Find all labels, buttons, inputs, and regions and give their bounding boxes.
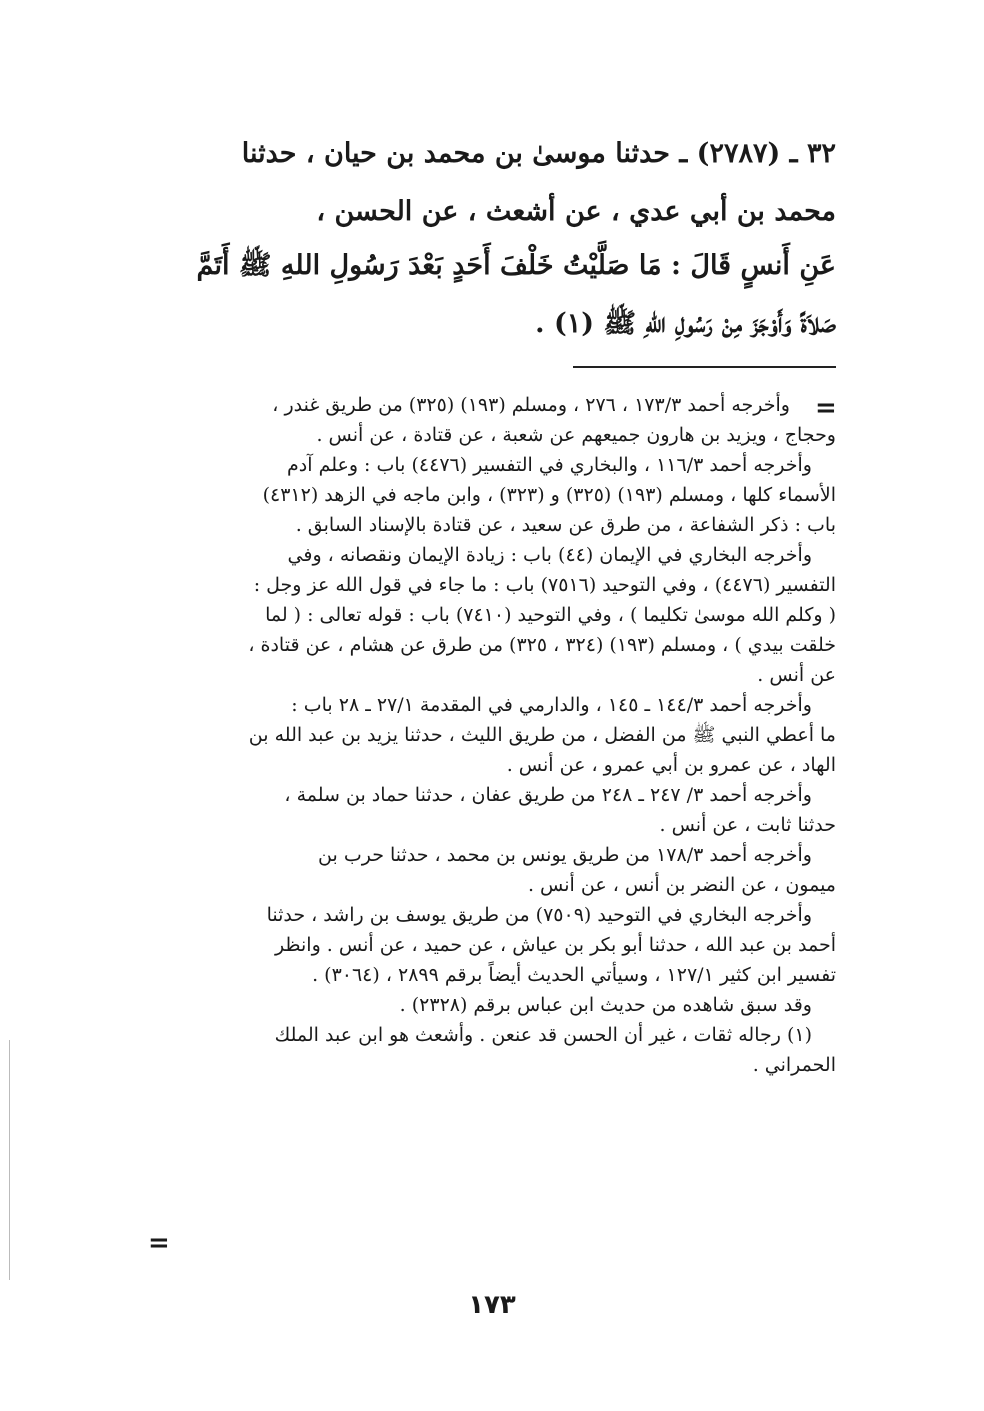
footnote-line: الحمراني .: [752, 1054, 836, 1076]
footnote-line: عن أنس .: [757, 664, 836, 686]
footnote-separator: [573, 366, 836, 368]
footnote-line: وأخرجه أحمد ١٧٨/٣ من طريق يونس بن محمد ، حدثنا حرب بن: [318, 844, 812, 866]
footnote-line: خلقت بيدي ) ، ومسلم (١٩٣) (٣٢٤ ، ٣٢٥) من طرق عن هشام ، عن قتادة ،: [248, 634, 836, 656]
continuation-mark-top: =: [815, 393, 837, 423]
footnotes: [148, 390, 836, 1080]
hadith-isnad: [140, 125, 836, 241]
footnote-line: وحجاج ، ويزيد بن هارون جميعهم عن شعبة ، عن قتادة ، عن أنس .: [316, 424, 836, 446]
isnad-line-2: محمد بن أبي عدي ، عن أشعث ، عن الحسن ،: [316, 196, 836, 227]
footnote-line: ميمون ، عن النضر بن أنس ، عن أنس .: [527, 874, 836, 896]
footnote-line: وقد سبق شاهده من حديث ابن عباس برقم (٢٣٢٨) .: [399, 994, 812, 1016]
footnote-line: (١) رجاله ثقات ، غير أن الحسن قد عنعن . وأشعث هو ابن عبد الملك: [274, 1024, 812, 1046]
footnote-line: الأسماء كلها ، ومسلم (١٩٣) (٣٢٥) و (٣٢٣) ، وابن ماجه في الزهد (٤٣١٢): [262, 484, 836, 506]
footnote-line: ما أعطي النبي ﷺ من الفضل ، من طريق الليث ، حدثنا يزيد بن عبد الله بن: [248, 724, 836, 746]
matn-line-1: عَنِ أَنسٍ قَالَ : مَا صَلَّيْتُ خَلْفَ أَحَدٍ بَعْدَ رَسُولِ اللهِ ﷺ أَتَمَّ: [196, 250, 836, 281]
isnad-line-1: ٣٢ ـ (٢٧٨٧) ـ حدثنا موسىٰ بن محمد بن حيان ، حدثنا: [241, 138, 836, 169]
footnote-line: وأخرجه أحمد ١٧٣/٣ ، ٢٧٦ ، ومسلم (١٩٣) (٣٢٥) من طريق غندر ،: [272, 394, 790, 416]
scan-edge-line: [9, 1040, 10, 1280]
footnote-line: باب : ذكر الشفاعة ، من طرق عن سعيد ، عن قتادة بالإسناد السابق .: [295, 514, 836, 536]
footnote-line: ( وكلم الله موسىٰ تكليما ) ، وفي التوحيد (٧٤١٠) باب : قوله تعالى : ( لما: [265, 604, 836, 626]
footnote-line: تفسير ابن كثير ١٢٧/١ ، وسيأتي الحديث أيضاً برقم ٢٨٩٩ ، (٣٠٦٤) .: [312, 964, 836, 986]
footnote-line: وأخرجه أحمد ١٤٤/٣ ـ ١٤٥ ، والدارمي في المقدمة ٢٧/١ ـ ٢٨ باب :: [291, 694, 812, 716]
continuation-mark-bottom: =: [148, 1228, 170, 1258]
page-number: ١٧٣: [468, 1290, 516, 1320]
footnote-line: وأخرجه أحمد ٣/ ٢٤٧ ـ ٢٤٨ من طريق عفان ، حدثنا حماد بن سلمة ،: [284, 784, 812, 806]
footnote-line: حدثنا ثابت ، عن أنس .: [659, 814, 836, 836]
footnote-line: وأخرجه أحمد ١١٦/٣ ، والبخاري في التفسير (٤٤٧٦) باب : وعلم آدم: [287, 454, 812, 476]
footnote-line: وأخرجه البخاري في التوحيد (٧٥٠٩) من طريق يوسف بن راشد ، حدثنا: [266, 904, 812, 926]
matn-line-2: صَلاَةً وَأَوْجَزَ مِنْ رَسُولِ اللهِ ﷺ (١) .: [535, 308, 836, 339]
footnote-line: وأخرجه البخاري في الإيمان (٤٤) باب : زيادة الإيمان ونقصانه ، وفي: [287, 544, 812, 566]
hadith-matn: [140, 237, 836, 353]
footnote-line: التفسير (٤٤٧٦) ، وفي التوحيد (٧٥١٦) باب : ما جاء في قول الله عز وجل :: [253, 574, 836, 596]
footnote-line: أحمد بن عبد الله ، حدثنا أبو بكر بن عياش ، عن حميد ، عن أنس . وانظر: [274, 934, 836, 956]
footnote-line: الهاد ، عن عمرو بن أبي عمرو ، عن أنس .: [506, 754, 836, 776]
